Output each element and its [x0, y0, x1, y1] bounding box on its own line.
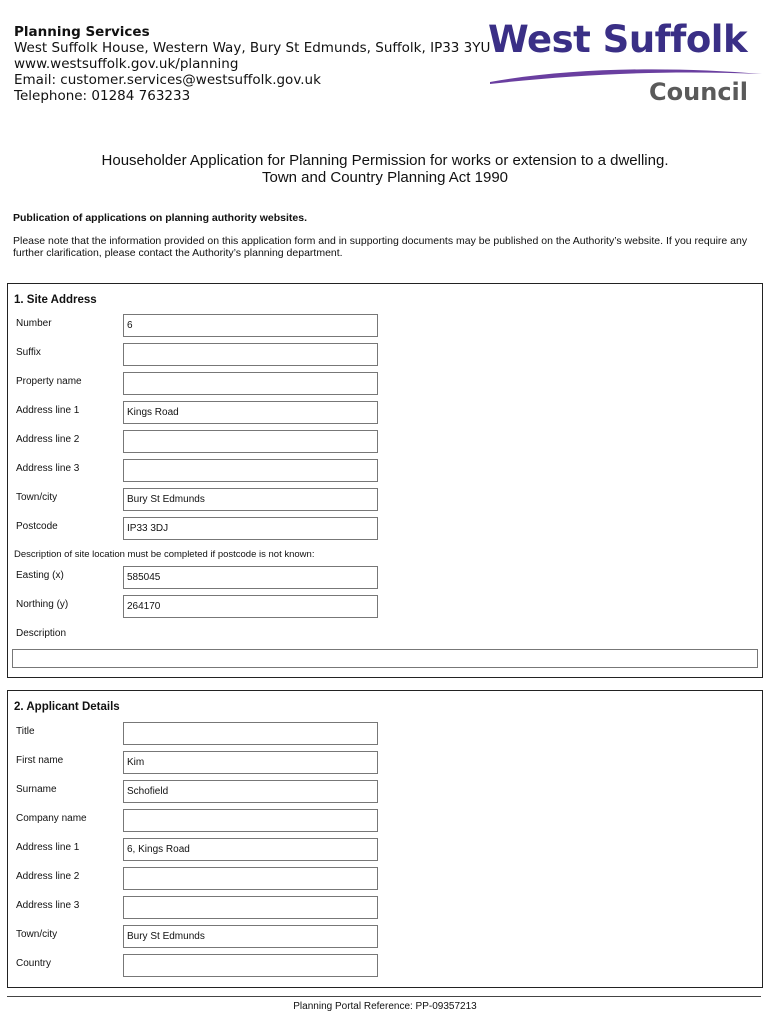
site-location-note: Description of site location must be completed if postcode is not known: [14, 549, 315, 560]
site-address-line1-field[interactable]: Kings Road [123, 401, 378, 424]
applicant-address-line3-label: Address line 3 [16, 900, 80, 911]
document-title-line1: Householder Application for Planning Permission for works or extension to a dwelling. [101, 152, 669, 169]
site-town-label: Town/city [16, 492, 58, 503]
council-logo [488, 18, 764, 110]
applicant-title-field[interactable] [123, 722, 378, 745]
applicant-details-title: 2. Applicant Details [14, 701, 120, 713]
site-postcode-label: Postcode [16, 521, 58, 532]
northing-label: Northing (y) [16, 599, 69, 610]
applicant-town-field[interactable]: Bury St Edmunds [123, 925, 378, 948]
description-field[interactable] [12, 649, 758, 668]
department-email[interactable]: Email: customer.services@westsuffolk.gov.uk [14, 72, 321, 88]
applicant-address-line2-field[interactable] [123, 867, 378, 890]
applicant-address-line2-label: Address line 2 [16, 871, 80, 882]
site-address-line1-label: Address line 1 [16, 405, 80, 416]
applicant-address-line3-field[interactable] [123, 896, 378, 919]
site-property-name-label: Property name [16, 376, 82, 387]
northing-field[interactable]: 264170 [123, 595, 378, 618]
department-title: Planning Services [14, 24, 150, 40]
site-address-line2-field[interactable] [123, 430, 378, 453]
site-suffix-label: Suffix [16, 347, 41, 358]
site-postcode-field[interactable]: IP33 3DJ [123, 517, 378, 540]
site-property-name-field[interactable] [123, 372, 378, 395]
applicant-country-label: Country [16, 958, 52, 969]
site-town-field[interactable]: Bury St Edmunds [123, 488, 378, 511]
site-suffix-field[interactable] [123, 343, 378, 366]
applicant-country-field[interactable] [123, 954, 378, 977]
site-number-field[interactable]: 6 [123, 314, 378, 337]
logo-name: West Suffolk [488, 18, 748, 61]
site-address-line3-field[interactable] [123, 459, 378, 482]
site-address-line3-label: Address line 3 [16, 463, 80, 474]
applicant-surname-label: Surname [16, 784, 57, 795]
applicant-address-line1-label: Address line 1 [16, 842, 80, 853]
site-address-line2-label: Address line 2 [16, 434, 80, 445]
site-address-title: 1. Site Address [14, 294, 97, 306]
document-title [0, 152, 770, 186]
contact-header [14, 24, 490, 104]
site-number-label: Number [16, 318, 52, 329]
department-address: West Suffolk House, Western Way, Bury St Edmunds, Suffolk, IP33 3YU [14, 40, 491, 56]
applicant-details-section [7, 690, 763, 988]
logo-subtitle: Council [649, 78, 748, 106]
easting-label: Easting (x) [16, 570, 64, 581]
publication-note: Please note that the information provided on this application form and in supporting documents may be published on the Authority’s website. If you require any further clarification, please contact the Authority’s planning department. [13, 235, 748, 259]
applicant-first-name-label: First name [16, 755, 64, 766]
department-website[interactable]: www.westsuffolk.gov.uk/planning [14, 56, 239, 72]
applicant-first-name-field[interactable]: Kim [123, 751, 378, 774]
site-address-section [7, 283, 763, 678]
document-title-line2: Town and Country Planning Act 1990 [262, 169, 508, 186]
applicant-title-label: Title [16, 726, 35, 737]
department-telephone: Telephone: 01284 763233 [14, 88, 191, 104]
publication-heading: Publication of applications on planning authority websites. [13, 212, 308, 224]
portal-reference: Planning Portal Reference: PP-09357213 [293, 1001, 477, 1012]
applicant-address-line1-field[interactable]: 6, Kings Road [123, 838, 378, 861]
footer-divider [7, 996, 761, 997]
applicant-surname-field[interactable]: Schofield [123, 780, 378, 803]
description-label: Description [16, 628, 67, 639]
easting-field[interactable]: 585045 [123, 566, 378, 589]
applicant-company-label: Company name [16, 813, 87, 824]
applicant-town-label: Town/city [16, 929, 58, 940]
applicant-company-field[interactable] [123, 809, 378, 832]
